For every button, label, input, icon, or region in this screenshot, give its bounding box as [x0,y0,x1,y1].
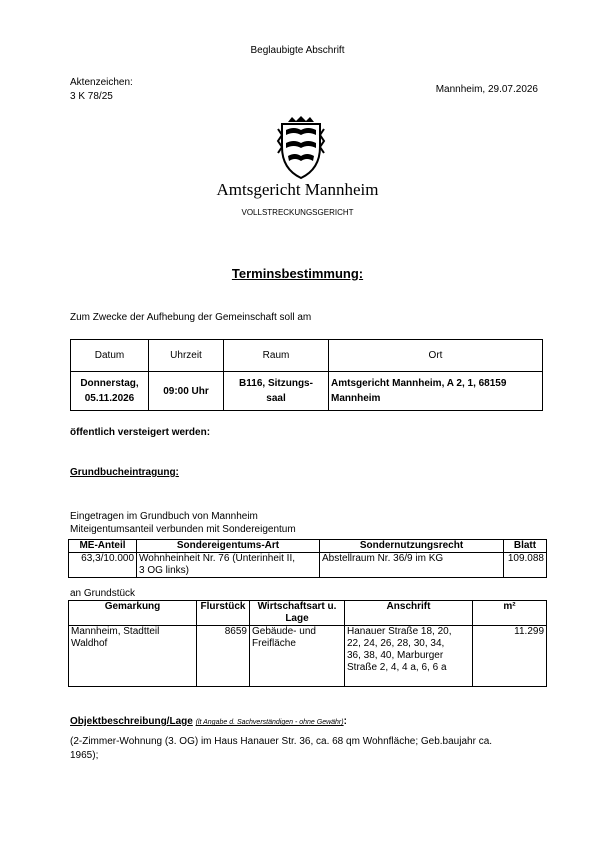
file-reference-value: 3 K 78/25 [70,91,113,102]
plot-label: an Grundstück [70,588,136,599]
object-heading: Objektbeschreibung/Lage [70,716,193,727]
plot-district-line1: Mannheim, Stadtteil [71,626,160,637]
object-heading-line [70,716,347,727]
plot-district [69,626,197,687]
appointment-place-line2: Mannheim [331,393,381,404]
plot-address [345,626,473,687]
ownership-sheet: 109.088 [504,553,547,578]
header-time: Uhrzeit [149,340,224,372]
appointment-room-line2: saal [266,393,286,404]
object-colon: : [343,716,347,727]
ownership-header-row [69,540,547,553]
header-share: ME-Anteil [69,540,137,553]
certified-copy-label: Beglaubigte Abschrift [250,45,345,56]
appointment-data-row [71,372,543,411]
plot-address-line4: Straße 2, 4, 4 a, 6, 6 a [347,662,447,673]
ownership-type-line1: Wohnheinheit Nr. 76 (Unterinheit II, [139,553,296,564]
document-title: Terminsbestimmung: [231,266,364,281]
object-description-line1: (2-Zimmer-Wohnung (3. OG) im Haus Hanauer Str. 36, ca. 68 qm Wohnfläche; Geb.baujahr ca. [70,736,493,747]
header-ownership-type: Sondereigentums-Art [137,540,320,553]
appointment-day: 05.11.2026 [84,393,135,404]
header-place: Ort [329,340,543,372]
ownership-special-use: Abstellraum Nr. 36/9 im KG [320,553,504,578]
header-address: Anschrift [345,601,473,626]
plot-address-line2: 22, 24, 26, 28, 30, 34, [347,638,445,649]
auction-text: öffentlich versteigert werden: [70,427,211,438]
object-note: (lt Angabe d. Sachverständigen - ohne Gewähr) [195,719,344,726]
plot-usage: Gebäude- und Freifläche [250,626,345,687]
plot-address-line1: Hanauer Straße 18, 20, [347,626,452,637]
appointment-header-row [71,340,543,372]
ownership-type [137,553,320,578]
object-description [70,735,548,763]
ownership-data-row [69,553,547,578]
ownership-type-line2: 3 OG links) [139,565,190,576]
object-description-line2: 1965); [70,750,99,761]
header-sheet: Blatt [504,540,547,553]
plot-header-row [69,601,547,626]
header-district: Gemarkung [69,601,197,626]
plot-parcel: 8659 [197,626,250,687]
plot-table [68,600,547,687]
place-date: Mannheim, 29.07.2026 [435,84,538,95]
appointment-place [329,372,543,411]
appointment-time: 09:00 Uhr [149,372,224,411]
plot-address-line3: 36, 38, 40, Marburger [347,650,444,661]
header-area: m² [473,601,547,626]
header-usage: Wirtschaftsart u. Lage [250,601,345,626]
registered-line2: Miteigentumsanteil verbunden mit Sondereigentum [70,524,296,535]
header-special-use: Sondernutzungsrecht [320,540,504,553]
file-reference-label: Aktenzeichen: [70,77,133,88]
header-date: Datum [71,340,149,372]
coat-of-arms-icon [276,115,326,180]
plot-district-line2: Waldhof [71,638,108,649]
appointment-weekday: Donnerstag, [80,378,139,389]
appointment-room-line1: B116, Sitzungs- [239,378,313,389]
intro-text: Zum Zwecke der Aufhebung der Gemeinschaft soll am [70,312,312,323]
plot-area: 11.299 [473,626,547,687]
appointment-place-line1: Amtsgericht Mannheim, A 2, 1, 68159 [331,378,507,389]
header-parcel: Flurstück [197,601,250,626]
land-register-heading: Grundbucheintragung: [70,467,179,478]
appointment-table [70,339,543,411]
ownership-share: 63,3/10.000 [69,553,137,578]
court-name: Amtsgericht Mannheim [216,180,379,199]
court-division: VOLLSTRECKUNGSGERICHT [241,208,354,217]
plot-data-row [69,626,547,687]
appointment-date [71,372,149,411]
appointment-room [224,372,329,411]
ownership-table [68,539,547,578]
header-room: Raum [224,340,329,372]
registered-line1: Eingetragen im Grundbuch von Mannheim [70,511,258,522]
